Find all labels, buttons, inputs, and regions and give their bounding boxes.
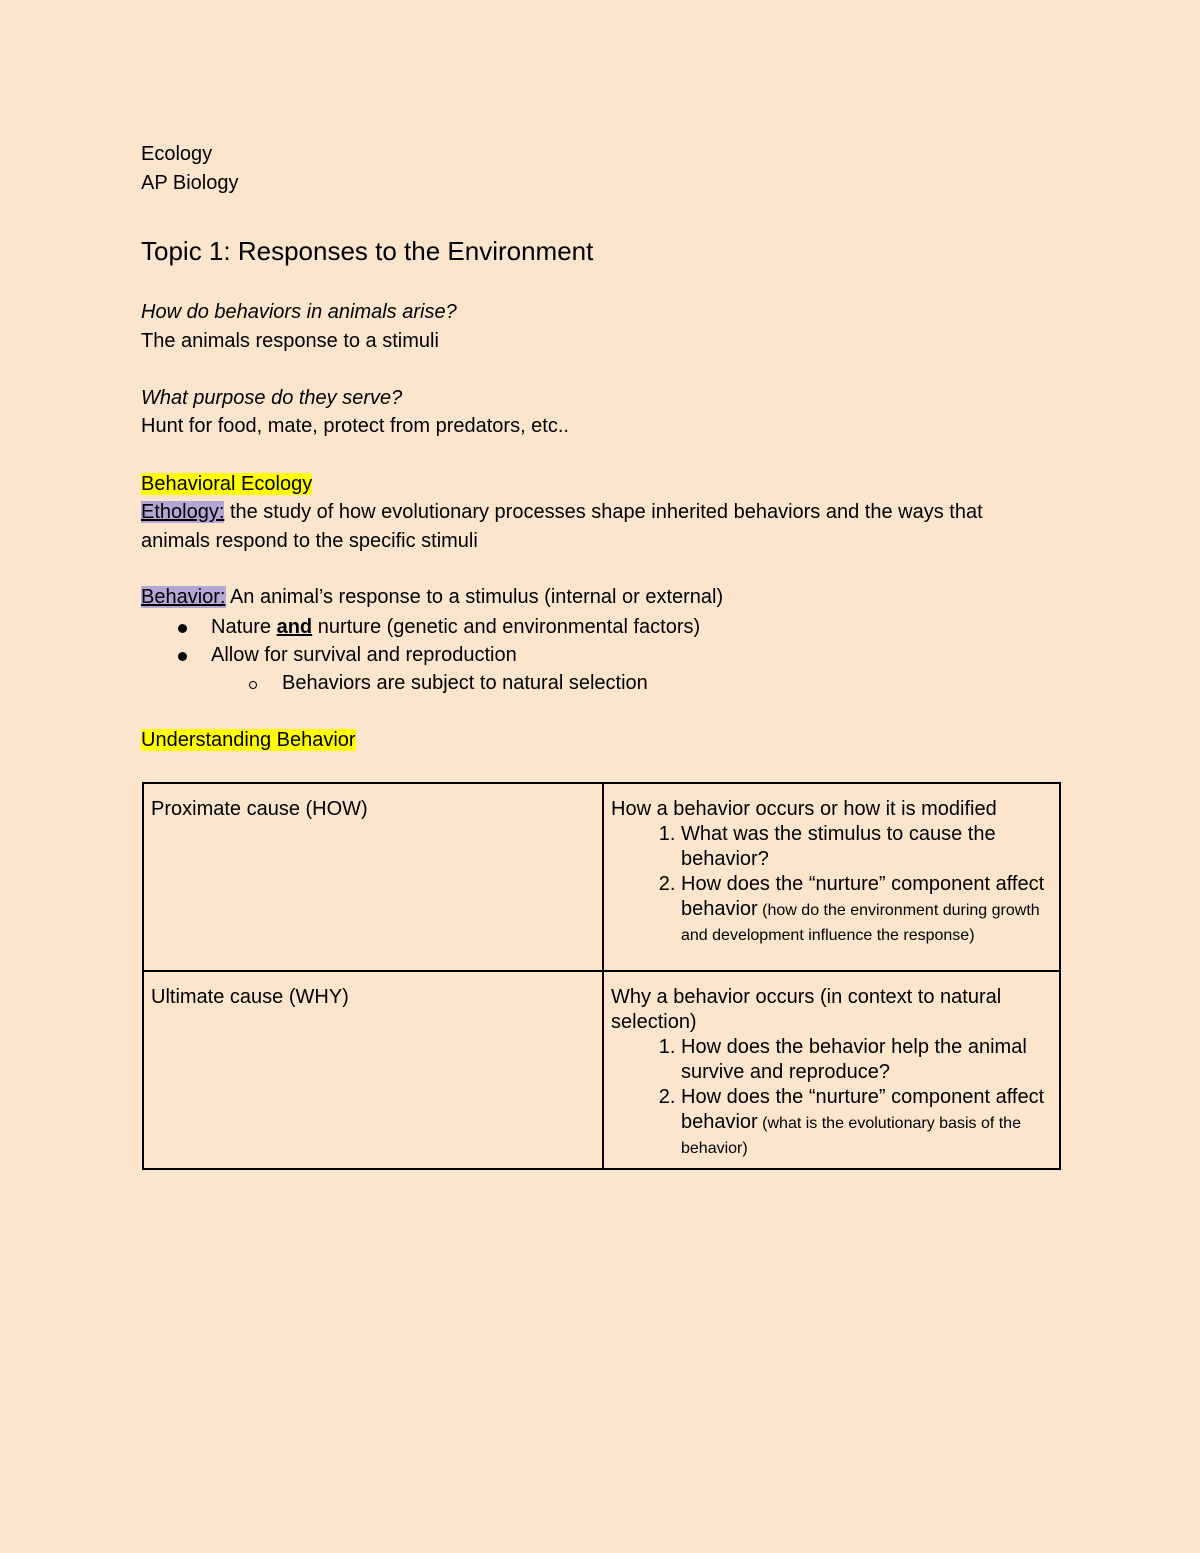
heading-highlight: Understanding Behavior: [141, 729, 356, 751]
table-row: [143, 971, 1060, 1169]
proximate-intro: How a behavior occurs or how it is modified: [611, 798, 997, 820]
row-label-cell: [143, 971, 603, 1169]
behavior-definition: [141, 585, 723, 609]
proximate-cause-label: Proximate cause (HOW): [151, 798, 368, 820]
numbered-list: [611, 1035, 1052, 1160]
question-1: How do behaviors in animals arise?: [141, 301, 457, 323]
ethology-definition-continued: animals respond to the specific stimuli: [141, 530, 478, 552]
row-content-cell: [603, 971, 1060, 1169]
table-row: [143, 783, 1060, 971]
list-item: 2. How does the “nurture” component affect behavior (how do the environment during growth and development influence the response): [681, 872, 1052, 947]
ethology-definition-text: the study of how evolutionary processes shape inherited behaviors and the ways that: [224, 501, 983, 523]
bullet-dot-icon: [178, 652, 187, 661]
topic-title: Topic 1: Responses to the Environment: [141, 236, 594, 266]
bullet1-text-post: nurture (genetic and environmental factors): [312, 616, 701, 638]
bullet-item-survival: Allow for survival and reproduction: [211, 644, 517, 666]
answer-2: Hunt for food, mate, protect from predators, etc..: [141, 415, 569, 437]
bullet1-text-pre: Nature: [211, 616, 277, 638]
subject-line: Ecology: [141, 143, 213, 165]
behavior-term: Behavior:: [141, 586, 226, 608]
sub-bullet-circle-icon: [249, 681, 257, 689]
row-label-cell: [143, 783, 603, 971]
list-item: 2. How does the “nurture” component affect behavior (what is the evolutionary basis of the behavior): [681, 1085, 1052, 1160]
course-line: AP Biology: [141, 172, 239, 194]
understanding-heading: [141, 728, 356, 752]
answer-1: The animals response to a stimuli: [141, 330, 439, 352]
ethology-definition: [141, 500, 983, 524]
numbered-list: [611, 822, 1052, 947]
ultimate-intro: Why a behavior occurs (in context to natural selection): [611, 986, 1002, 1033]
row-content-cell: [603, 783, 1060, 971]
bullet-item-nature: [211, 615, 700, 639]
question-2: What purpose do they serve?: [141, 387, 403, 409]
small-note: (how do the environment during growth and development influence the response): [681, 902, 1040, 944]
ultimate-cause-label: Ultimate cause (WHY): [151, 986, 349, 1008]
behavior-cause-table: [142, 782, 1061, 1170]
behavior-definition-text: An animal’s response to a stimulus (internal or external): [225, 586, 724, 608]
list-item: 1. What was the stimulus to cause the behavior?: [681, 822, 1052, 872]
heading-highlight: Behavioral Ecology: [141, 473, 313, 495]
small-note: (what is the evolutionary basis of the behavior): [681, 1115, 1021, 1157]
ethology-term: Ethology:: [141, 501, 225, 523]
bullet1-bold: and: [276, 616, 313, 638]
sub-bullet-item: Behaviors are subject to natural selection: [282, 672, 648, 694]
bullet-dot-icon: [178, 624, 187, 633]
behavioral-ecology-heading: [141, 472, 312, 496]
list-item: 1. How does the behavior help the animal survive and reproduce?: [681, 1035, 1052, 1085]
